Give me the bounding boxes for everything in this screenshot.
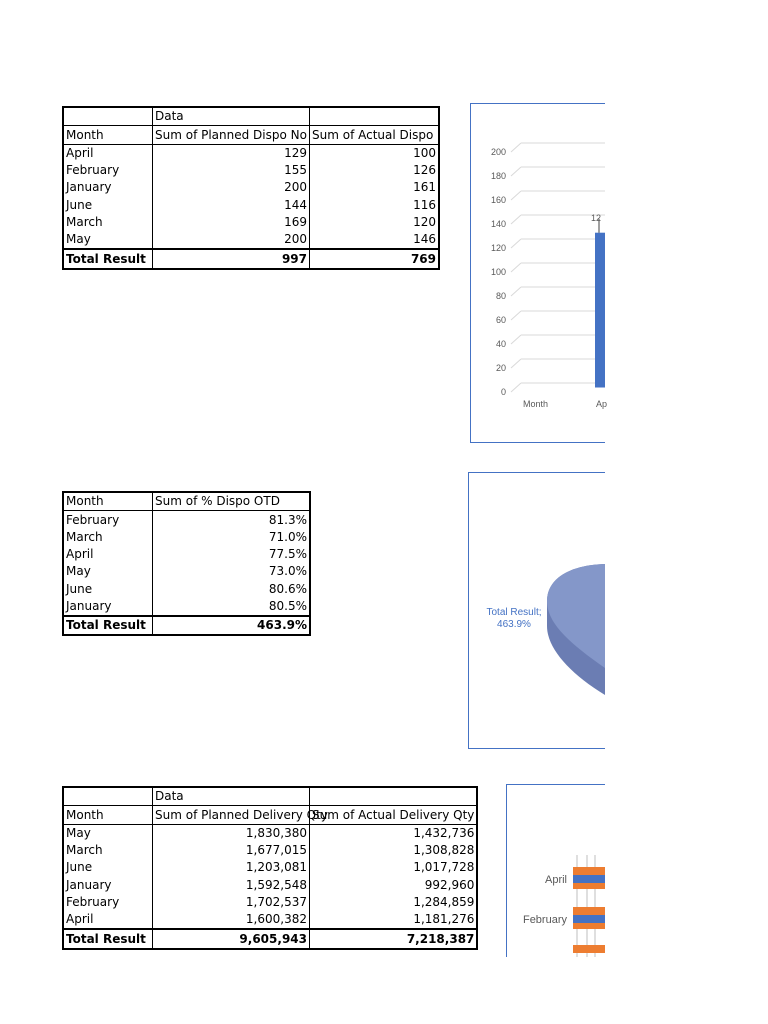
actual-cell: 992,960: [310, 876, 478, 893]
table-row: [63, 546, 310, 563]
month-cell: February: [63, 511, 153, 529]
month-cell: January: [63, 179, 153, 196]
column-header-month: Month: [63, 126, 153, 144]
planned-cell: 1,600,382: [153, 911, 310, 929]
column-header-actual: Sum of Actual Delivery Qty: [310, 806, 478, 824]
pivot-header-row: [63, 107, 439, 126]
gridline: [511, 215, 521, 224]
planned-cell: 1,592,548: [153, 876, 310, 893]
table-row: [63, 529, 310, 546]
table-row: [63, 144, 439, 162]
planned-bar: [573, 945, 605, 953]
column-header-row: [63, 492, 310, 511]
actual-cell: 116: [310, 196, 440, 213]
y-tick-label: 140: [490, 219, 506, 229]
x-tick-label: Ap: [596, 399, 608, 409]
table-row: [63, 214, 439, 231]
month-cell: June: [63, 196, 153, 213]
gridline: [511, 287, 521, 296]
column-header-month: Month: [63, 492, 153, 511]
gridline: [511, 383, 521, 392]
pie-chart-svg: [469, 473, 605, 748]
otd-cell: 80.6%: [153, 580, 311, 597]
delivery-pivot-table: [62, 786, 478, 950]
header-empty-cell: [63, 107, 153, 126]
otd-cell: 80.5%: [153, 598, 311, 616]
month-cell: April: [63, 911, 153, 929]
total-row: [63, 929, 477, 948]
dispo-otd-pie-chart[interactable]: [468, 472, 605, 749]
y-tick-label: 120: [490, 243, 506, 253]
actual-cell: 126: [310, 162, 440, 179]
month-cell: February: [63, 894, 153, 911]
column-header-row: [63, 126, 439, 144]
dispo-column-chart[interactable]: [470, 103, 608, 443]
column-header-row: [63, 806, 477, 824]
otd-cell: 71.0%: [153, 529, 311, 546]
table-row: [63, 179, 439, 196]
y-tick-label: 100: [490, 267, 506, 277]
y-tick-label: 180: [490, 171, 506, 181]
planned-cell: 200: [153, 179, 310, 196]
y-tick-label: 60: [495, 315, 506, 325]
table-row: [63, 580, 310, 597]
planned-bar: [573, 923, 605, 929]
planned-bar: [573, 907, 605, 915]
gridline: [511, 263, 521, 272]
total-planned: 9,605,943: [153, 929, 310, 948]
total-label: Total Result: [63, 929, 153, 948]
actual-cell: 1,284,859: [310, 894, 478, 911]
delivery-bar-chart[interactable]: [506, 784, 605, 957]
planned-cell: 144: [153, 196, 310, 213]
table-row: [63, 859, 477, 876]
table-row: [63, 911, 477, 929]
y-tick-label: 20: [495, 363, 506, 373]
total-planned: 997: [153, 249, 310, 268]
total-actual: 7,218,387: [310, 929, 478, 948]
actual-cell: 1,017,728: [310, 859, 478, 876]
planned-bar: [573, 883, 605, 889]
column-chart-svg: [471, 104, 608, 442]
actual-cell: 1,181,276: [310, 911, 478, 929]
total-row: [63, 249, 439, 268]
table-row: [63, 162, 439, 179]
month-cell: March: [63, 214, 153, 231]
header-empty-cell: [63, 787, 153, 806]
month-cell: May: [63, 563, 153, 580]
y-tick-label: 200: [490, 147, 506, 157]
planned-cell: 1,677,015: [153, 842, 310, 859]
month-cell: June: [63, 859, 153, 876]
data-header-cell: Data: [153, 107, 310, 126]
month-cell: May: [63, 231, 153, 249]
table-row: [63, 196, 439, 213]
otd-cell: 81.3%: [153, 511, 311, 529]
data-label: 12: [591, 213, 602, 223]
planned-cell: 1,830,380: [153, 824, 310, 842]
month-cell: March: [63, 529, 153, 546]
total-label: Total Result: [63, 616, 153, 635]
month-cell: January: [63, 598, 153, 616]
otd-cell: 77.5%: [153, 546, 311, 563]
planned-cell: 169: [153, 214, 310, 231]
column-header-actual: Sum of Actual Dispo: [310, 126, 440, 144]
table-row: [63, 876, 477, 893]
pie-data-label-line2: 463.9%: [497, 619, 531, 630]
planned-cell: 155: [153, 162, 310, 179]
planned-cell: 129: [153, 144, 310, 162]
column-header-otd: Sum of % Dispo OTD: [153, 492, 311, 511]
category-label: February: [522, 914, 567, 926]
gridline: [511, 167, 521, 176]
bar: [595, 233, 605, 388]
gridline: [511, 335, 521, 344]
month-cell: April: [63, 546, 153, 563]
dispo-otd-pivot-table: [62, 491, 311, 636]
table-row: [63, 563, 310, 580]
month-cell: January: [63, 876, 153, 893]
header-empty-cell: [310, 107, 440, 126]
actual-bar: [573, 875, 605, 883]
category-label: April: [544, 874, 567, 886]
pivot-header-row: [63, 787, 477, 806]
column-header-planned: Sum of Planned Delivery Qty: [153, 806, 310, 824]
table-row: [63, 231, 439, 249]
planned-bar: [573, 867, 605, 875]
gridline: [511, 143, 521, 152]
table-row: [63, 598, 310, 616]
actual-cell: 161: [310, 179, 440, 196]
total-actual: 769: [310, 249, 440, 268]
total-otd: 463.9%: [153, 616, 311, 635]
table-row: [63, 842, 477, 859]
column-header-month: Month: [63, 806, 153, 824]
actual-bar: [573, 915, 605, 923]
dispo-pivot-table: [62, 106, 440, 270]
pie-data-label-line1: Total Result;: [486, 607, 542, 618]
x-axis-field-label: Month: [523, 399, 549, 409]
y-tick-label: 0: [500, 387, 506, 397]
total-row: [63, 616, 310, 635]
total-label: Total Result: [63, 249, 153, 268]
month-cell: May: [63, 824, 153, 842]
actual-cell: 100: [310, 144, 440, 162]
planned-cell: 200: [153, 231, 310, 249]
month-cell: June: [63, 580, 153, 597]
data-header-cell: Data: [153, 787, 310, 806]
actual-cell: 120: [310, 214, 440, 231]
planned-cell: 1,203,081: [153, 859, 310, 876]
table-row: [63, 824, 477, 842]
y-tick-label: 80: [495, 291, 506, 301]
month-cell: March: [63, 842, 153, 859]
table-row: [63, 511, 310, 529]
gridline: [511, 239, 521, 248]
actual-cell: 146: [310, 231, 440, 249]
month-cell: April: [63, 144, 153, 162]
table-row: [63, 894, 477, 911]
planned-cell: 1,702,537: [153, 894, 310, 911]
otd-cell: 73.0%: [153, 563, 311, 580]
month-cell: February: [63, 162, 153, 179]
gridline: [511, 311, 521, 320]
actual-cell: 1,432,736: [310, 824, 478, 842]
actual-cell: 1,308,828: [310, 842, 478, 859]
header-empty-cell: [310, 787, 478, 806]
bar-chart-svg: [507, 785, 605, 957]
y-tick-label: 40: [495, 339, 506, 349]
gridline: [511, 191, 521, 200]
column-header-planned: Sum of Planned Dispo No: [153, 126, 310, 144]
gridline: [511, 359, 521, 368]
y-tick-label: 160: [490, 195, 506, 205]
